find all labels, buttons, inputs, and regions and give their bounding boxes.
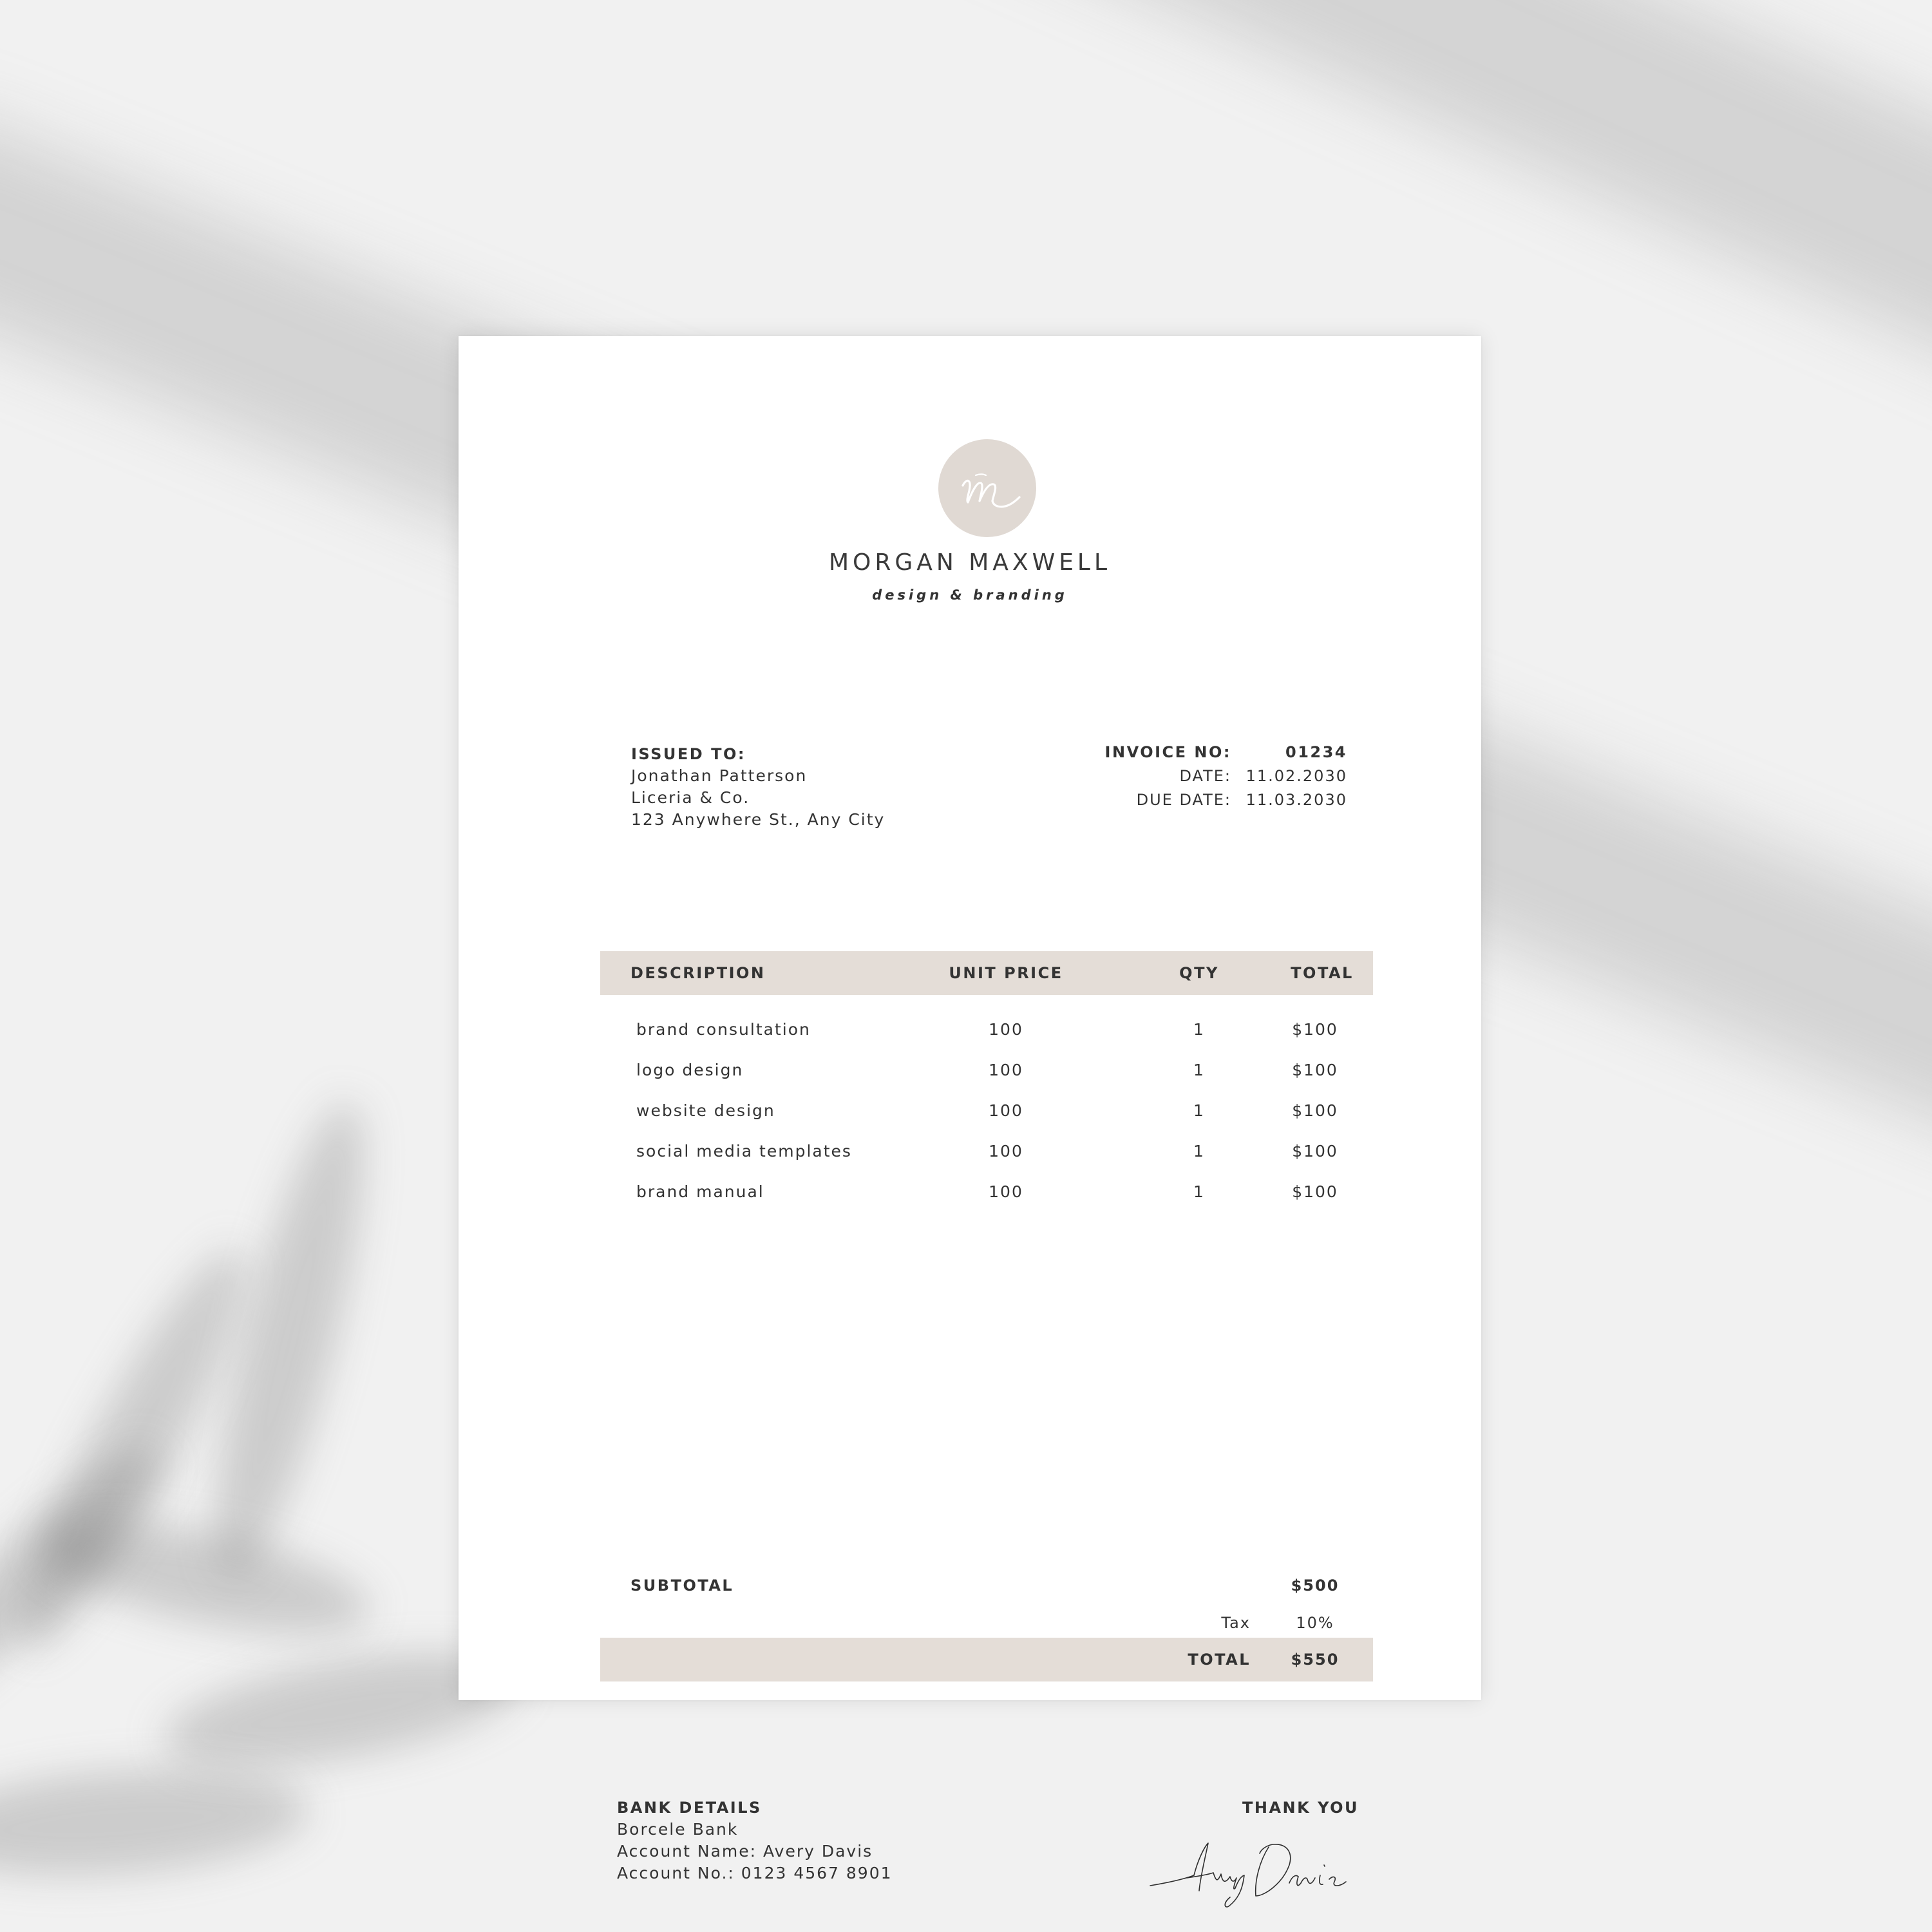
subtotal-value: $500 [1291,1577,1340,1595]
table-row [600,1009,1373,1050]
header-total: TOTAL [1291,964,1354,982]
row-unit-price: 100 [989,1142,1023,1160]
invoice-number-label: INVOICE NO: [1104,743,1231,761]
table-row [600,1171,1373,1212]
invoice-paper [459,336,1481,1882]
issued-to-label: ISSUED TO: [631,745,746,763]
tax-value: 10% [1296,1614,1334,1632]
row-description: brand manual [636,1182,764,1201]
invoice-due-row [948,791,1347,815]
row-total: $100 [1292,1142,1338,1160]
items-table-body [600,1009,1373,1212]
row-qty: 1 [1193,1142,1205,1160]
grand-total-label: TOTAL [1188,1651,1251,1669]
row-description: brand consultation [636,1020,811,1039]
row-description: website design [636,1101,775,1120]
table-row [600,1050,1373,1090]
row-unit-price: 100 [989,1061,1023,1079]
header-qty: QTY [1179,964,1219,982]
bank-account-number: Account No.: 0123 4567 8901 [617,1864,893,1882]
grand-total-row [600,1638,1373,1681]
leaf-shadow-6 [0,1757,312,1887]
issued-to-address: 123 Anywhere St., Any City [631,810,886,829]
bank-details-block [617,1797,893,1884]
invoice-date-row [948,767,1347,791]
table-row [600,1090,1373,1131]
header-unit-price: UNIT PRICE [949,964,1063,982]
row-total: $100 [1292,1182,1338,1201]
row-qty: 1 [1193,1061,1205,1079]
invoice-number-row [948,743,1347,767]
invoice-due-label: DUE DATE: [1136,791,1231,809]
monogram-m-icon [938,439,1036,537]
tax-label: Tax [1221,1614,1251,1632]
bank-details-label: BANK DETAILS [617,1799,762,1817]
items-table-header [600,951,1373,995]
row-total: $100 [1292,1101,1338,1120]
logo-monogram [938,439,1036,537]
subtotal-label: SUBTOTAL [630,1577,734,1595]
row-qty: 1 [1193,1020,1205,1039]
row-unit-price: 100 [989,1182,1023,1201]
row-unit-price: 100 [989,1020,1023,1039]
issued-to-company: Liceria & Co. [631,788,750,807]
issued-to-block [631,743,885,831]
thank-you-label: THANK YOU [1242,1799,1359,1817]
issued-to-lines [631,765,885,831]
bank-details-lines [617,1819,893,1884]
leaf-shadow-5 [33,1499,379,1656]
row-qty: 1 [1193,1182,1205,1201]
invoice-date-label: DATE: [1179,767,1231,785]
invoice-due-value: 11.03.2030 [1245,791,1347,809]
brand-tagline: design & branding [872,587,1068,603]
subtotal-row [600,1569,1373,1602]
row-unit-price: 100 [989,1101,1023,1120]
row-description: logo design [636,1061,744,1079]
issued-to-name: Jonathan Patterson [631,766,808,785]
row-qty: 1 [1193,1101,1205,1120]
signature-image [1146,1824,1372,1914]
invoice-number-value: 01234 [1285,743,1347,761]
bank-account-name: Account Name: Avery Davis [617,1842,873,1861]
tax-row [600,1608,1373,1638]
header-description: DESCRIPTION [630,964,766,982]
invoice-date-value: 11.02.2030 [1245,767,1347,785]
bank-name: Borcele Bank [617,1820,739,1839]
brand-name: MORGAN MAXWELL [828,549,1112,576]
table-row [600,1131,1373,1171]
grand-total-value: $550 [1291,1651,1340,1669]
row-description: social media templates [636,1142,852,1160]
row-total: $100 [1292,1020,1338,1039]
row-total: $100 [1292,1061,1338,1079]
invoice-meta-block [948,743,1347,815]
